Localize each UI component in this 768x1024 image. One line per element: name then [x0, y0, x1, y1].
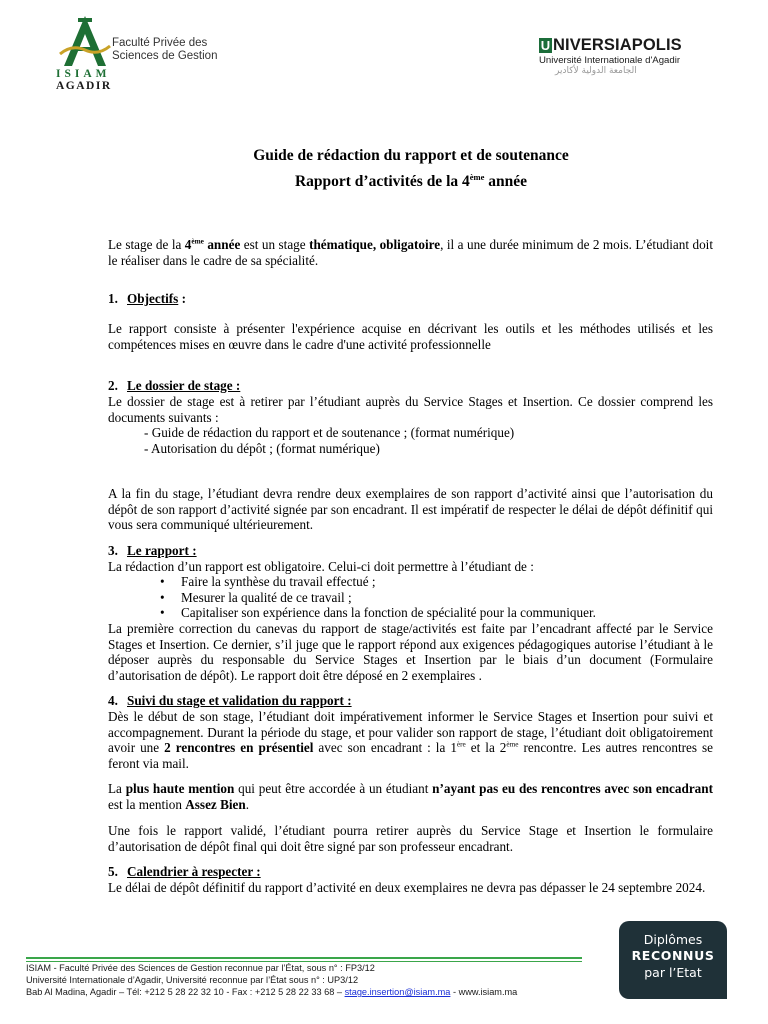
- section-4-heading: 4. Suivi du stage et validation du rapport :: [108, 693, 352, 708]
- footer-rule: [26, 961, 582, 962]
- footer-line-3: Bab Al Madina, Agadir – Tél: +212 5 28 22 32 10 - Fax : +212 5 28 22 33 68 – stage.insertion@isiam.ma - www.isiam.ma: [26, 987, 518, 997]
- intro-paragraph: Le stage de la 4ème année est un stage thématique, obligatoire, il a une durée minimum de 2 mois. L’étudiant doit le réaliser dans le cadre de sa spécialité.: [108, 237, 714, 268]
- universiapolis-subtitle: Université Internationale d'Agadir: [539, 55, 681, 66]
- faculty-name: Faculté Privée des Sciences de Gestion: [112, 37, 218, 62]
- footer-line-2: Université Internationale d’Agadir, Université reconnue par l’État sous n° : UP3/12: [26, 975, 359, 985]
- list-item: - Autorisation du dépôt ; (format numérique): [144, 441, 380, 456]
- section-2-body: Le dossier de stage est à retirer par l’étudiant auprès du Service Stages et Insertion. Ce dossier comprend les documents suivants :: [108, 394, 713, 425]
- list-item: - Guide de rédaction du rapport et de soutenance ; (format numérique): [144, 425, 515, 440]
- footer-email-link[interactable]: stage.insertion@isiam.ma: [344, 987, 451, 997]
- universiapolis-logo: [539, 36, 719, 86]
- section-4-paragraph-3: Une fois le rapport validé, l’étudiant pourra retirer auprès du Service Stage et Insertion le formulaire d’autorisation de dépôt final qui doit être signé par son professeur encadrant.: [108, 823, 713, 854]
- recognized-diploma-badge: Diplômes RECONNUS par l’Etat: [619, 921, 727, 999]
- isiam-name: ISIAM: [56, 68, 111, 80]
- isiam-city: AGADIR: [56, 80, 112, 92]
- section-4-paragraph-1: Dès le début de son stage, l’étudiant doit impérativement informer le Service Stages et Insertion pour suivi et accompagnement. Durant la période du stage, et pour valider son rapport de stage, l’étudiant doit obligatoirement avoir une 2 rencontres en présentiel avec son encadrant : la 1ère et la 2ème rencontre. Les autres rencontres se feront via mail.: [108, 709, 713, 771]
- section-3-heading: 3. Le rapport :: [108, 543, 197, 558]
- section-5-body: Le délai de dépôt définitif du rapport d’activité en deux exemplaires ne devra pas dépasser le 24 septembre 2024.: [108, 880, 706, 895]
- section-4-paragraph-2: La plus haute mention qui peut être accordée à un étudiant n’ayant pas eu des rencontres avec son encadrant est la mention Assez Bien.: [108, 781, 713, 812]
- section-2-heading: 2. Le dossier de stage :: [108, 378, 241, 393]
- universiapolis-arabic: الجامعة الدولية لأكادير: [555, 66, 637, 76]
- section-5-heading: 5. Calendrier à respecter :: [108, 864, 261, 879]
- footer-rule: [26, 957, 582, 959]
- document-title: Guide de rédaction du rapport et de soutenance: [253, 147, 569, 164]
- footer-line-1: ISIAM - Faculté Privée des Sciences de Gestion reconnue par l’État, sous n° : FP3/12: [26, 963, 375, 973]
- section-1-heading: 1. Objectifs :: [108, 291, 186, 306]
- isiam-emblem-icon: [58, 14, 112, 76]
- section-3-after: La première correction du canevas du rapport de stage/activités est faite par l’encadrant affecté par le Service Stages et Insertion. Ce dernier, s’il juge que le rapport répond aux exigences pédagogiques autorise l’étudiant à le déposer auprès du responsable du Service Stages et Insertion par le biais d’un document (Formulaire d’autorisation de dépôt). Le rapport doit être déposé en 2 exemplaires .: [108, 621, 713, 683]
- universiapolis-initial: U: [540, 38, 551, 53]
- bullet-icon: •: [160, 574, 165, 589]
- isiam-logo: [56, 14, 226, 94]
- bullet-icon: •: [160, 605, 165, 620]
- document-subtitle: Rapport d’activités de la 4ème année: [294, 171, 528, 190]
- universiapolis-name: NIVERSIAPOLIS: [553, 36, 682, 54]
- bullet-icon: •: [160, 590, 165, 605]
- section-2-after: A la fin du stage, l’étudiant devra rendre deux exemplaires de son rapport d’activité ainsi que l’autorisation du dépôt de son rapport d’activité signée par son encadrant. Il est impératif de respecter le délai de dépôt définitif qui vous sera communiqué ultérieurement.: [108, 486, 713, 533]
- section-1-body: Le rapport consiste à présenter l'expérience acquise en décrivant les outils et les méthodes utilisés et les compétences mises en œuvre dans le cadre d'une activité professionnelle: [108, 321, 713, 352]
- section-3-body: La rédaction d’un rapport est obligatoire. Celui-ci doit permettre à l’étudiant de :: [108, 559, 534, 574]
